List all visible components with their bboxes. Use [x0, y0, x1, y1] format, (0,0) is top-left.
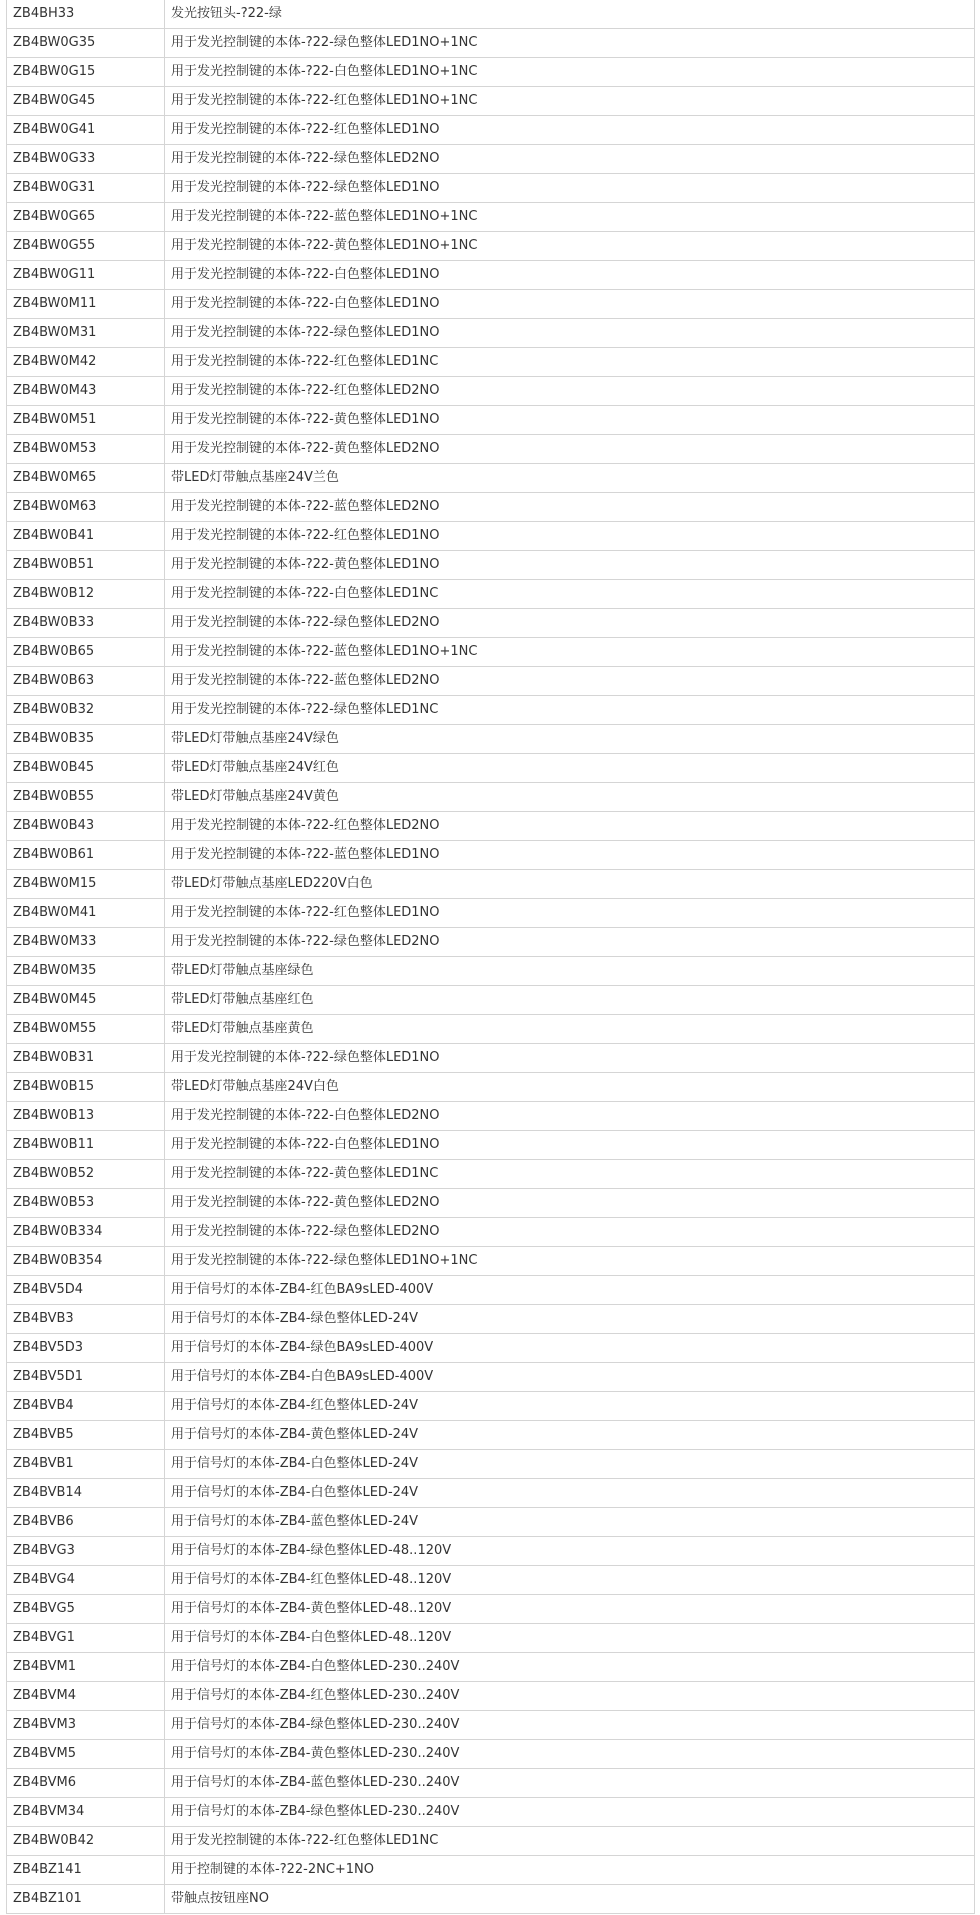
product-code-cell: ZB4BW0M11: [7, 290, 165, 319]
product-description-cell: 用于发光控制键的本体-?22-红色整体LED1NC: [165, 348, 975, 377]
product-code-cell: ZB4BVB6: [7, 1508, 165, 1537]
table-row: [7, 1450, 975, 1479]
product-description-cell: 用于信号灯的本体-ZB4-绿色整体LED-230..240V: [165, 1711, 975, 1740]
product-description-cell: 带LED灯带触点基座24V白色: [165, 1073, 975, 1102]
product-description-cell: 用于发光控制键的本体-?22-蓝色整体LED1NO+1NC: [165, 638, 975, 667]
product-code-cell: ZB4BW0B43: [7, 812, 165, 841]
table-row: [7, 232, 975, 261]
product-description-cell: 用于发光控制键的本体-?22-绿色整体LED2NO: [165, 609, 975, 638]
product-description-cell: 用于信号灯的本体-ZB4-黄色整体LED-24V: [165, 1421, 975, 1450]
product-description-cell: 用于信号灯的本体-ZB4-蓝色整体LED-230..240V: [165, 1769, 975, 1798]
table-row: [7, 261, 975, 290]
product-code-cell: ZB4BW0B13: [7, 1102, 165, 1131]
product-code-cell: ZB4BH33: [7, 0, 165, 29]
product-code-cell: ZB4BW0B11: [7, 1131, 165, 1160]
product-code-cell: ZB4BW0M15: [7, 870, 165, 899]
product-code-cell: ZB4BV5D1: [7, 1363, 165, 1392]
table-row: [7, 1827, 975, 1856]
table-row: [7, 754, 975, 783]
product-code-cell: ZB4BVB1: [7, 1450, 165, 1479]
product-code-cell: ZB4BVB3: [7, 1305, 165, 1334]
product-description-cell: 用于发光控制键的本体-?22-黄色整体LED1NC: [165, 1160, 975, 1189]
table-row: [7, 1102, 975, 1131]
product-code-cell: ZB4BW0B33: [7, 609, 165, 638]
table-row: [7, 609, 975, 638]
product-description-cell: 用于发光控制键的本体-?22-绿色整体LED2NO: [165, 145, 975, 174]
product-code-cell: ZB4BW0B35: [7, 725, 165, 754]
product-description-cell: 用于发光控制键的本体-?22-绿色整体LED1NO+1NC: [165, 1247, 975, 1276]
product-table: [6, 0, 975, 1914]
product-code-cell: ZB4BW0M33: [7, 928, 165, 957]
table-body: [7, 0, 975, 1914]
table-row: [7, 580, 975, 609]
table-row: [7, 986, 975, 1015]
table-row: [7, 783, 975, 812]
product-description-cell: 用于发光控制键的本体-?22-蓝色整体LED1NO: [165, 841, 975, 870]
table-row: [7, 1682, 975, 1711]
product-code-cell: ZB4BVM5: [7, 1740, 165, 1769]
table-row: [7, 1247, 975, 1276]
product-code-cell: ZB4BW0G65: [7, 203, 165, 232]
table-row: [7, 1305, 975, 1334]
product-description-cell: 用于发光控制键的本体-?22-红色整体LED1NO: [165, 522, 975, 551]
product-code-cell: ZB4BW0M55: [7, 1015, 165, 1044]
product-description-cell: 用于发光控制键的本体-?22-白色整体LED2NO: [165, 1102, 975, 1131]
product-description-cell: 用于发光控制键的本体-?22-红色整体LED1NC: [165, 1827, 975, 1856]
table-row: [7, 174, 975, 203]
product-description-cell: 带LED灯带触点基座绿色: [165, 957, 975, 986]
table-row: [7, 406, 975, 435]
product-code-cell: ZB4BW0B334: [7, 1218, 165, 1247]
product-description-cell: 用于信号灯的本体-ZB4-红色整体LED-24V: [165, 1392, 975, 1421]
table-row: [7, 87, 975, 116]
product-code-cell: ZB4BVG4: [7, 1566, 165, 1595]
table-row: [7, 1276, 975, 1305]
table-row: [7, 0, 975, 29]
product-description-cell: 用于信号灯的本体-ZB4-红色整体LED-48..120V: [165, 1566, 975, 1595]
product-code-cell: ZB4BW0B55: [7, 783, 165, 812]
table-row: [7, 435, 975, 464]
product-code-cell: ZB4BW0B63: [7, 667, 165, 696]
table-row: [7, 928, 975, 957]
product-code-cell: ZB4BVM4: [7, 1682, 165, 1711]
table-row: [7, 638, 975, 667]
product-description-cell: 用于发光控制键的本体-?22-白色整体LED1NO: [165, 1131, 975, 1160]
product-description-cell: 用于发光控制键的本体-?22-绿色整体LED1NO+1NC: [165, 29, 975, 58]
table-row: [7, 1160, 975, 1189]
product-description-cell: 带LED灯带触点基座黄色: [165, 1015, 975, 1044]
table-row: [7, 1508, 975, 1537]
product-code-cell: ZB4BVB14: [7, 1479, 165, 1508]
product-code-cell: ZB4BW0M31: [7, 319, 165, 348]
product-code-cell: ZB4BW0B53: [7, 1189, 165, 1218]
table-row: [7, 899, 975, 928]
product-code-cell: ZB4BW0M43: [7, 377, 165, 406]
product-description-cell: 用于发光控制键的本体-?22-绿色整体LED2NO: [165, 1218, 975, 1247]
table-row: [7, 290, 975, 319]
product-code-cell: ZB4BW0M41: [7, 899, 165, 928]
product-code-cell: ZB4BW0B15: [7, 1073, 165, 1102]
product-description-cell: 发光按钮头-?22-绿: [165, 0, 975, 29]
product-description-cell: 带LED灯带触点基座红色: [165, 986, 975, 1015]
product-code-cell: ZB4BVM6: [7, 1769, 165, 1798]
product-description-cell: 用于信号灯的本体-ZB4-绿色整体LED-48..120V: [165, 1537, 975, 1566]
product-description-cell: 用于信号灯的本体-ZB4-黄色整体LED-230..240V: [165, 1740, 975, 1769]
product-description-cell: 用于发光控制键的本体-?22-蓝色整体LED2NO: [165, 667, 975, 696]
product-code-cell: ZB4BW0M65: [7, 464, 165, 493]
table-row: [7, 1363, 975, 1392]
table-row: [7, 667, 975, 696]
product-code-cell: ZB4BW0G45: [7, 87, 165, 116]
table-row: [7, 464, 975, 493]
product-description-cell: 用于信号灯的本体-ZB4-红色整体LED-230..240V: [165, 1682, 975, 1711]
product-description-cell: 用于信号灯的本体-ZB4-白色整体LED-48..120V: [165, 1624, 975, 1653]
product-description-cell: 用于发光控制键的本体-?22-白色整体LED1NC: [165, 580, 975, 609]
product-description-cell: 用于发光控制键的本体-?22-红色整体LED1NO: [165, 899, 975, 928]
product-code-cell: ZB4BW0M53: [7, 435, 165, 464]
product-description-cell: 用于信号灯的本体-ZB4-白色BA9sLED-400V: [165, 1363, 975, 1392]
table-row: [7, 1189, 975, 1218]
product-description-cell: 用于信号灯的本体-ZB4-绿色整体LED-24V: [165, 1305, 975, 1334]
product-description-cell: 用于信号灯的本体-ZB4-绿色整体LED-230..240V: [165, 1798, 975, 1827]
product-description-cell: 带LED灯带触点基座24V兰色: [165, 464, 975, 493]
product-description-cell: 用于信号灯的本体-ZB4-绿色BA9sLED-400V: [165, 1334, 975, 1363]
table-row: [7, 522, 975, 551]
product-code-cell: ZB4BVM3: [7, 1711, 165, 1740]
product-description-cell: 用于发光控制键的本体-?22-蓝色整体LED1NO+1NC: [165, 203, 975, 232]
product-description-cell: 带LED灯带触点基座LED220V白色: [165, 870, 975, 899]
table-row: [7, 725, 975, 754]
product-code-cell: ZB4BW0G33: [7, 145, 165, 174]
product-code-cell: ZB4BW0G11: [7, 261, 165, 290]
table-row: [7, 1653, 975, 1682]
product-description-cell: 带LED灯带触点基座24V黄色: [165, 783, 975, 812]
product-code-cell: ZB4BW0G31: [7, 174, 165, 203]
product-code-cell: ZB4BW0M45: [7, 986, 165, 1015]
product-code-cell: ZB4BW0B45: [7, 754, 165, 783]
table-row: [7, 1044, 975, 1073]
product-description-cell: 用于发光控制键的本体-?22-绿色整体LED1NO: [165, 1044, 975, 1073]
product-code-cell: ZB4BVG1: [7, 1624, 165, 1653]
product-code-cell: ZB4BW0G35: [7, 29, 165, 58]
product-description-cell: 用于发光控制键的本体-?22-蓝色整体LED2NO: [165, 493, 975, 522]
table-row: [7, 1740, 975, 1769]
product-description-cell: 用于发光控制键的本体-?22-绿色整体LED2NO: [165, 928, 975, 957]
product-description-cell: 用于发光控制键的本体-?22-黄色整体LED1NO: [165, 551, 975, 580]
table-row: [7, 29, 975, 58]
product-code-cell: ZB4BW0B42: [7, 1827, 165, 1856]
product-code-cell: ZB4BW0B32: [7, 696, 165, 725]
table-row: [7, 1885, 975, 1914]
product-description-cell: 带触点按钮座NO: [165, 1885, 975, 1914]
product-description-cell: 用于信号灯的本体-ZB4-黄色整体LED-48..120V: [165, 1595, 975, 1624]
table-row: [7, 870, 975, 899]
product-code-cell: ZB4BW0G41: [7, 116, 165, 145]
table-row: [7, 145, 975, 174]
product-description-cell: 用于信号灯的本体-ZB4-白色整体LED-230..240V: [165, 1653, 975, 1682]
product-code-cell: ZB4BW0M42: [7, 348, 165, 377]
product-code-cell: ZB4BW0B51: [7, 551, 165, 580]
product-code-cell: ZB4BW0B354: [7, 1247, 165, 1276]
table-row: [7, 812, 975, 841]
table-row: [7, 696, 975, 725]
table-row: [7, 841, 975, 870]
product-description-cell: 用于发光控制键的本体-?22-绿色整体LED1NC: [165, 696, 975, 725]
product-code-cell: ZB4BW0B31: [7, 1044, 165, 1073]
table-row: [7, 1073, 975, 1102]
table-row: [7, 1769, 975, 1798]
product-description-cell: 用于发光控制键的本体-?22-红色整体LED2NO: [165, 812, 975, 841]
product-code-cell: ZB4BW0M35: [7, 957, 165, 986]
product-description-cell: 用于发光控制键的本体-?22-白色整体LED1NO: [165, 290, 975, 319]
table-row: [7, 116, 975, 145]
table-row: [7, 58, 975, 87]
table-row: [7, 1392, 975, 1421]
product-description-cell: 用于信号灯的本体-ZB4-红色BA9sLED-400V: [165, 1276, 975, 1305]
product-description-cell: 用于发光控制键的本体-?22-黄色整体LED2NO: [165, 435, 975, 464]
table-row: [7, 319, 975, 348]
table-row: [7, 1595, 975, 1624]
table-row: [7, 377, 975, 406]
product-code-cell: ZB4BVG5: [7, 1595, 165, 1624]
table-row: [7, 1334, 975, 1363]
product-code-cell: ZB4BW0G15: [7, 58, 165, 87]
product-description-cell: 用于信号灯的本体-ZB4-白色整体LED-24V: [165, 1450, 975, 1479]
product-code-cell: ZB4BVM34: [7, 1798, 165, 1827]
product-code-cell: ZB4BV5D3: [7, 1334, 165, 1363]
table-row: [7, 1015, 975, 1044]
product-description-cell: 用于发光控制键的本体-?22-红色整体LED1NO+1NC: [165, 87, 975, 116]
table-row: [7, 1856, 975, 1885]
product-description-cell: 用于发光控制键的本体-?22-红色整体LED2NO: [165, 377, 975, 406]
table-row: [7, 203, 975, 232]
product-code-cell: ZB4BV5D4: [7, 1276, 165, 1305]
product-description-cell: 用于信号灯的本体-ZB4-白色整体LED-24V: [165, 1479, 975, 1508]
product-code-cell: ZB4BW0B12: [7, 580, 165, 609]
table-row: [7, 1711, 975, 1740]
table-row: [7, 348, 975, 377]
product-code-cell: ZB4BW0M63: [7, 493, 165, 522]
product-code-cell: ZB4BW0G55: [7, 232, 165, 261]
table-row: [7, 1798, 975, 1827]
table-row: [7, 1566, 975, 1595]
product-description-cell: 用于发光控制键的本体-?22-绿色整体LED1NO: [165, 319, 975, 348]
product-code-cell: ZB4BW0M51: [7, 406, 165, 435]
product-description-cell: 带LED灯带触点基座24V绿色: [165, 725, 975, 754]
product-code-cell: ZB4BW0B41: [7, 522, 165, 551]
table-row: [7, 957, 975, 986]
product-code-cell: ZB4BVB4: [7, 1392, 165, 1421]
table-row: [7, 1131, 975, 1160]
product-code-cell: ZB4BW0B52: [7, 1160, 165, 1189]
product-code-cell: ZB4BW0B61: [7, 841, 165, 870]
product-code-cell: ZB4BVM1: [7, 1653, 165, 1682]
product-description-cell: 用于控制键的本体-?22-2NC+1NO: [165, 1856, 975, 1885]
table-row: [7, 1218, 975, 1247]
product-description-cell: 用于发光控制键的本体-?22-红色整体LED1NO: [165, 116, 975, 145]
table-row: [7, 1537, 975, 1566]
product-description-cell: 用于发光控制键的本体-?22-黄色整体LED2NO: [165, 1189, 975, 1218]
product-description-cell: 用于发光控制键的本体-?22-白色整体LED1NO+1NC: [165, 58, 975, 87]
product-code-cell: ZB4BZ141: [7, 1856, 165, 1885]
table-row: [7, 1421, 975, 1450]
product-code-cell: ZB4BZ101: [7, 1885, 165, 1914]
product-description-cell: 带LED灯带触点基座24V红色: [165, 754, 975, 783]
table-row: [7, 1624, 975, 1653]
table-row: [7, 1479, 975, 1508]
product-description-cell: 用于发光控制键的本体-?22-黄色整体LED1NO: [165, 406, 975, 435]
table-row: [7, 551, 975, 580]
product-description-cell: 用于发光控制键的本体-?22-黄色整体LED1NO+1NC: [165, 232, 975, 261]
product-description-cell: 用于发光控制键的本体-?22-白色整体LED1NO: [165, 261, 975, 290]
product-description-cell: 用于发光控制键的本体-?22-绿色整体LED1NO: [165, 174, 975, 203]
product-code-cell: ZB4BVB5: [7, 1421, 165, 1450]
product-code-cell: ZB4BVG3: [7, 1537, 165, 1566]
product-description-cell: 用于信号灯的本体-ZB4-蓝色整体LED-24V: [165, 1508, 975, 1537]
product-code-cell: ZB4BW0B65: [7, 638, 165, 667]
table-row: [7, 493, 975, 522]
